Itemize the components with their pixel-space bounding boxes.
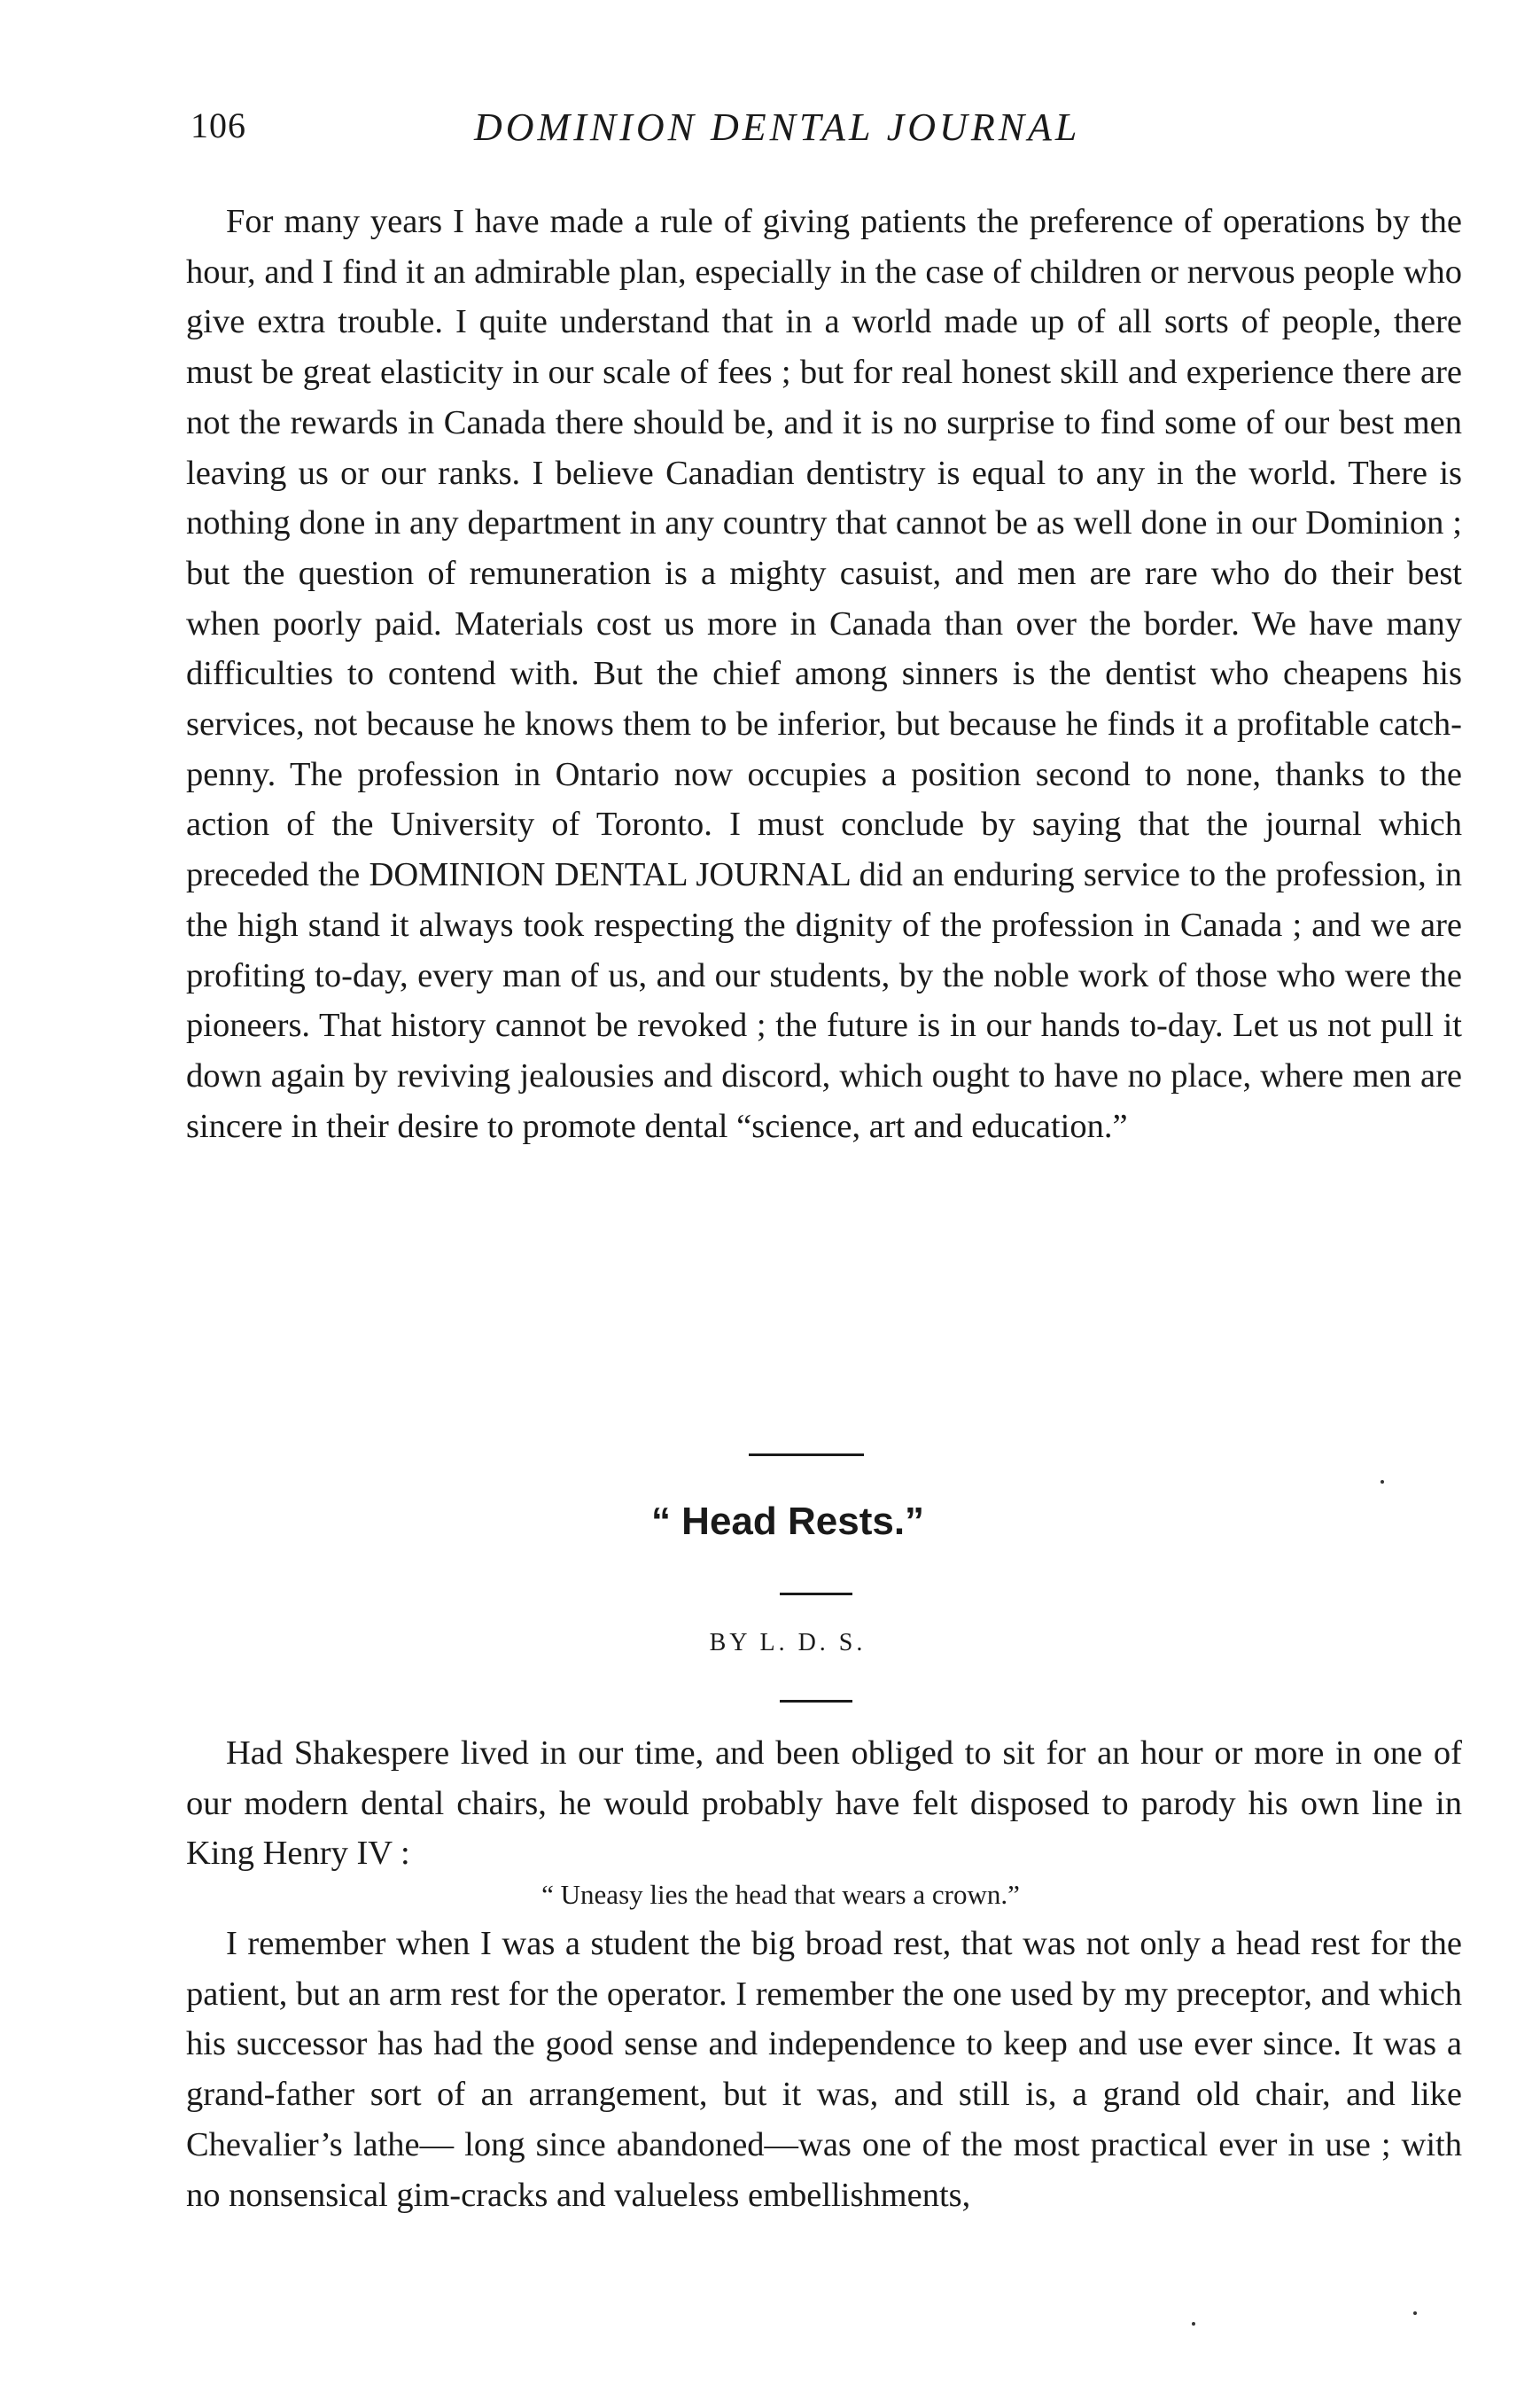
article-2-title: “ Head Rests.”: [650, 1500, 925, 1543]
section-divider: [749, 1453, 864, 1456]
article-2-paragraph-2: I remember when I was a student the big broad rest, that was not only a head rest for the patient, but an arm rest for the operator. I remember the one used by my preceptor, and which his successor has had the good sense and independence to keep and use ever since. It was a grand-father sort of an arrangement, but it was, and still is, a grand old chair, and like Chevalier’s lathe— long since abandoned—was one of the most practical ever in use ; with no nonsensical gim-cracks and valueless embellishments,: [186, 1925, 1462, 2214]
article-2-byline: BY L. D. S.: [709, 1629, 867, 1656]
running-head: [191, 105, 1466, 158]
print-speck: [1413, 2311, 1417, 2315]
article-2-paragraph-1: Had Shakespere lived in our time, and been obliged to sit for an hour or more in one of our modern dental chairs, he would probably have felt disposed to parody his own line in King Henry IV :: [186, 1734, 1462, 1873]
page-number: 106: [191, 105, 246, 145]
title-underline: [780, 1593, 852, 1595]
print-speck: [1381, 1480, 1384, 1484]
byline-underline: [780, 1700, 852, 1703]
article-1-body: [186, 197, 1462, 1151]
article-2-body-2: [186, 1919, 1462, 2220]
article-2-quote: “ Uneasy lies the head that wears a crown.”: [541, 1879, 1020, 1910]
article-1-paragraph: For many years I have made a rule of giving patients the preference of operations by the hour, and I find it an admirable plan, especially in the case of children or nervous people who give extra trouble. I quite understand that in a world made up of all sorts of people, there must be great elasticity in our scale of fees ; but for real honest skill and experience there are not the rewards in Canada there should be, and it is no surprise to find some of our best men leaving us or our ranks. I believe Canadian dentistry is equal to any in the world. There is nothing done in any department in any country that cannot be as well done in our Dominion ; but the question of remuneration is a mighty casuist, and men are rare who do their best when poorly paid. Materials cost us more in Canada than over the border. We have many difficulties to contend with. But the chief among sinners is the dentist who cheapens his services, not because he knows them to be inferior, but because he finds it a profitable catch-penny. The profession in Ontario now occupies a position second to none, thanks to the action of the University of Toronto. I must conclude by saying that the journal which preceded the DOMINION DENTAL JOURNAL did an enduring service to the profession, in the high stand it always took respecting the dignity of the profession in Canada ; and we are profiting to-day, every man of us, and our students, by the noble work of those who were the pioneers. That history cannot be revoked ; the future is in our hands to-day. Let us not pull it down again by reviving jealousies and discord, which ought to have no place, where men are sincere in their desire to promote dental “science, art and education.”: [186, 203, 1462, 1145]
article-2-body-1: [186, 1728, 1462, 1879]
print-speck: [1192, 2322, 1195, 2326]
journal-title: DOMINION DENTAL JOURNAL: [474, 105, 1081, 149]
